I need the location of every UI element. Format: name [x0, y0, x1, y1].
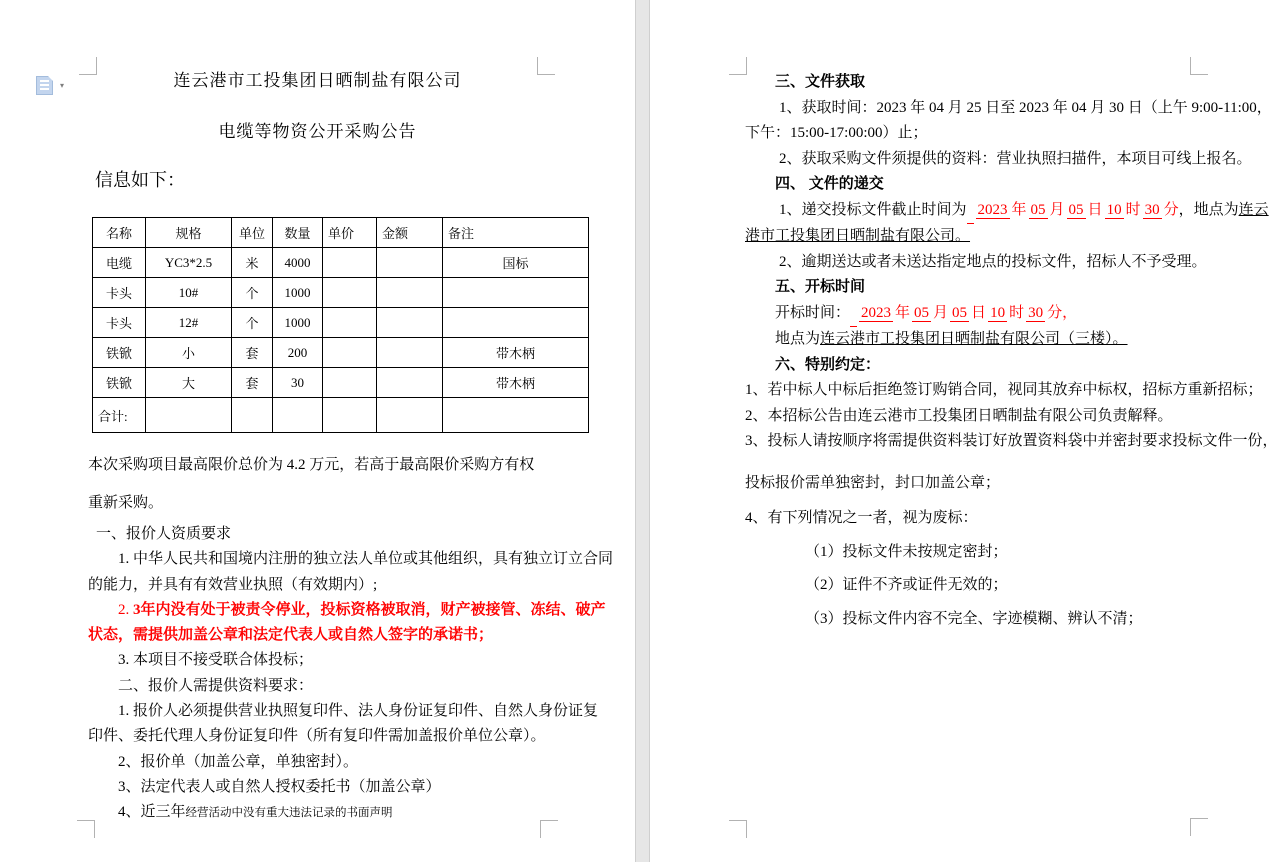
table-cell — [323, 398, 377, 433]
table-cell: 10# — [146, 278, 232, 308]
table-cell: YC3*2.5 — [146, 248, 232, 278]
page1-body-text — [88, 446, 635, 827]
text-boundary-mark — [79, 57, 97, 75]
location-underlined: 港市工投集团日晒制盐有限公司。 — [745, 228, 971, 244]
column-header: 备注 — [443, 218, 589, 248]
paste-clipboard-icon — [36, 76, 53, 95]
text-line: 2、报价单（加盖公章，单独密封）。 — [118, 753, 359, 770]
list-number: 2. — [118, 601, 130, 618]
intro-text: 信息如下： — [95, 170, 185, 190]
table-cell — [443, 398, 589, 433]
table-cell: 铁锨 — [93, 368, 146, 398]
text-line: 1. 报价人必须提供营业执照复印件、法人身份证复印件、自然人身份证复 — [118, 703, 599, 720]
text-line: 印件、委托代理人身份证复印件（所有复印件需加盖报价单位公章）。 — [88, 728, 546, 745]
document-subtitle: 电缆等物资公开采购公告 — [218, 122, 417, 141]
table-cell: 200 — [273, 338, 323, 368]
document-page-2[interactable] — [650, 0, 1283, 862]
table-cell — [232, 398, 273, 433]
text-line: 下午：15:00-17:00:00）止； — [745, 125, 928, 141]
text-line: （2）证件不齐或证件无效的； — [805, 577, 1008, 593]
deadline-mid: ，地点为 — [1178, 201, 1239, 218]
table-cell — [323, 308, 377, 338]
column-header: 单价 — [323, 218, 377, 248]
list-item-prefix: 4、近三年 — [118, 804, 186, 821]
table-cell — [323, 338, 377, 368]
text-line: 2、逾期送达或者未送达指定地点的投标文件，招标人不予受理。 — [779, 253, 1207, 270]
table-cell: 30 — [273, 368, 323, 398]
table-cell: 个 — [232, 278, 273, 308]
text-line: 重新采购。 — [88, 495, 164, 511]
table-cell: 套 — [232, 368, 273, 398]
table-header-row — [93, 218, 589, 248]
table-cell — [323, 368, 377, 398]
table-cell — [377, 278, 443, 308]
chevron-down-icon[interactable]: ▾ — [60, 81, 65, 90]
column-header: 规格 — [146, 218, 232, 248]
table-cell: 1000 — [273, 278, 323, 308]
table-row — [93, 368, 589, 398]
text-line: 2、获取采购文件须提供的资料：营业执照扫描件，本项目可线上报名。 — [779, 150, 1252, 167]
column-header: 金额 — [377, 218, 443, 248]
text-line: 2、本招标公告由连云港市工投集团日晒制盐有限公司负责解释。 — [745, 407, 1173, 424]
section-heading: 二、报价人需提供资料要求： — [118, 677, 314, 694]
table-cell: 小 — [146, 338, 232, 368]
text-line: 的能力，并具有有效营业执照（有效期内）; — [88, 576, 378, 593]
table-cell — [273, 398, 323, 433]
text-line: 本次采购项目最高限价总价为 4.2 万元，若高于最高限价采购方有权 — [88, 457, 535, 473]
text-boundary-mark — [729, 57, 747, 75]
text-line: 3、投标人请按顺序将需提供资料装订好放置资料袋中并密封要求投标文件一份， — [745, 433, 1278, 449]
table-cell: 带木柄 — [443, 368, 589, 398]
table-cell — [323, 248, 377, 278]
document-page-1[interactable] — [0, 0, 635, 862]
table-cell: 4000 — [273, 248, 323, 278]
location-underlined: 连云 — [1238, 201, 1269, 218]
table-cell — [146, 398, 232, 433]
table-cell: 带木柄 — [443, 338, 589, 368]
table-cell: 铁锨 — [93, 338, 146, 368]
section-heading: 六、特别约定： — [775, 356, 881, 373]
table-cell: 米 — [232, 248, 273, 278]
table-cell — [377, 338, 443, 368]
table-cell — [377, 368, 443, 398]
location-prefix: 地点为 — [775, 331, 821, 347]
text-line-red: 状态，需提供加盖公章和法定代表人或自然人签字的承诺书； — [88, 627, 494, 644]
column-header: 单位 — [232, 218, 273, 248]
section-heading: 四、 文件的递交 — [775, 176, 884, 192]
text-line: （1）投标文件未按规定密封； — [805, 543, 1008, 560]
table-cell — [377, 398, 443, 433]
table-total-row — [93, 398, 589, 433]
table-cell — [377, 308, 443, 338]
table-cell — [377, 248, 443, 278]
text-line: 3. 本项目不接受联合体投标； — [118, 652, 314, 669]
table-cell: 套 — [232, 338, 273, 368]
column-header: 数量 — [273, 218, 323, 248]
open-time-label: 开标时间： — [775, 304, 851, 321]
deadline-prefix: 1、递交投标文件截止时间为 — [779, 201, 967, 218]
text-boundary-mark — [77, 820, 95, 838]
text-line: 1. 中华人民共和国境内注册的独立法人单位或其他组织，具有独立订立合同 — [118, 551, 614, 568]
text-line: 3、法定代表人或自然人授权委托书（加盖公章） — [118, 778, 441, 795]
small-text: 经营活动中没有重大违法记录的书面声明 — [185, 807, 393, 820]
table-cell: 12# — [146, 308, 232, 338]
text-line: 投标报价需单独密封，封口加盖公章； — [745, 474, 1001, 491]
column-header: 名称 — [93, 218, 146, 248]
document-title: 连云港市工投集团日晒制盐有限公司 — [173, 71, 462, 90]
table-row — [93, 248, 589, 278]
location-underlined: 连云港市工投集团日晒制盐有限公司（三楼）。 — [820, 331, 1128, 347]
section-heading: 三、文件获取 — [775, 74, 866, 90]
table-cell — [443, 278, 589, 308]
table-cell: 1000 — [273, 308, 323, 338]
table-cell: 卡头 — [93, 308, 146, 338]
text-line: 1、若中标人中标后拒绝签订购销合同，视同其放弃中标权，招标方重新招标； — [745, 382, 1263, 398]
text-line — [745, 198, 1283, 225]
table-cell — [323, 278, 377, 308]
table-cell: 合计: — [93, 398, 146, 433]
table-cell: 大 — [146, 368, 232, 398]
text-line: 4、有下列情况之一者，视为废标： — [745, 510, 978, 526]
goods-table — [92, 217, 589, 433]
table-cell: 个 — [232, 308, 273, 338]
text-boundary-mark — [729, 820, 747, 838]
table-cell: 电缆 — [93, 248, 146, 278]
table-cell: 国标 — [443, 248, 589, 278]
table-row — [93, 278, 589, 308]
deadline-date: 2023 年 05 月 05 日 10 时 30 分 — [967, 202, 1179, 218]
text-boundary-mark — [537, 57, 555, 75]
section-heading: 一、报价人资质要求 — [96, 526, 232, 542]
table-row — [93, 308, 589, 338]
paste-options-button[interactable] — [36, 76, 78, 98]
table-row — [93, 338, 589, 368]
text-boundary-mark — [540, 820, 558, 838]
text-line — [745, 327, 1283, 353]
text-boundary-mark — [1190, 818, 1208, 836]
page2-body-text — [650, 0, 1283, 632]
text-boundary-mark — [1190, 57, 1208, 75]
open-date: 2023 年 05 月 05 日 10 时 30 分， — [850, 305, 1077, 321]
text-line: 1、获取时间：2023 年 04 月 25 日至 2023 年 04 月 30 日（上午 9:00-11:00， — [779, 99, 1272, 116]
text-line: （3）投标文件内容不完全、字迹模糊、辨认不清； — [805, 610, 1143, 627]
text-line — [745, 301, 1283, 328]
red-warning-text: 3年内没有处于被责令停业，投标资格被取消，财产被接管、冻结、破产 — [133, 601, 606, 618]
section-heading: 五、开标时间 — [775, 279, 866, 295]
text-line-red — [88, 598, 635, 623]
table-cell — [443, 308, 589, 338]
table-cell: 卡头 — [93, 278, 146, 308]
page-gap — [635, 0, 650, 862]
